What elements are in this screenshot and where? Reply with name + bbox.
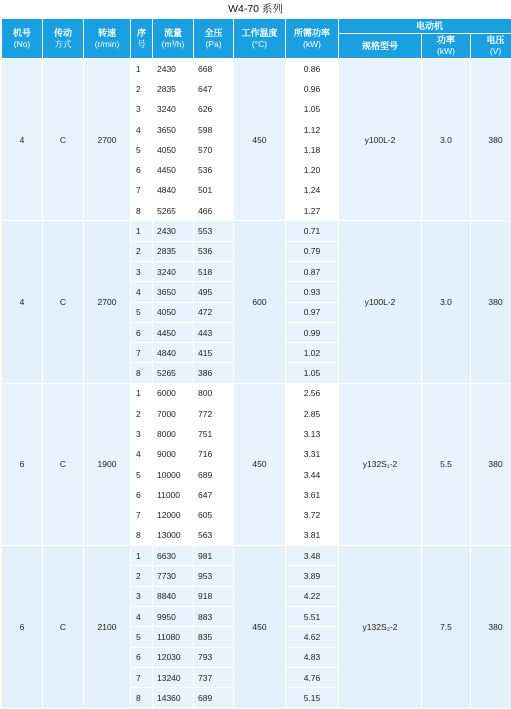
cell-motor-power: 7.5 <box>422 546 471 708</box>
cell-pressure: 689 <box>194 464 234 484</box>
cell-machine: 4 <box>2 221 43 383</box>
cell-pressure: 981 <box>194 546 234 566</box>
cell-pressure: 443 <box>194 322 234 342</box>
cell-pressure: 737 <box>194 667 234 687</box>
cell-power-req: 1.24 <box>286 180 339 200</box>
cell-power-req: 3.89 <box>286 566 339 586</box>
cell-seq: 3 <box>131 424 153 444</box>
cell-flow: 4050 <box>153 302 194 322</box>
cell-pressure: 495 <box>194 282 234 302</box>
cell-flow: 4450 <box>153 322 194 342</box>
cell-power-req: 0.86 <box>286 59 339 79</box>
cell-pressure: 918 <box>194 586 234 606</box>
cell-flow: 13240 <box>153 667 194 687</box>
header-speed: 转速 (r/min) <box>84 19 131 59</box>
cell-seq: 2 <box>131 404 153 424</box>
cell-flow: 14360 <box>153 688 194 708</box>
cell-speed: 2700 <box>84 59 131 221</box>
cell-machine: 4 <box>2 59 43 221</box>
cell-power-req: 2.56 <box>286 383 339 403</box>
cell-power-req: 0.79 <box>286 241 339 261</box>
cell-seq: 1 <box>131 546 153 566</box>
cell-pressure: 415 <box>194 343 234 363</box>
cell-power-req: 0.96 <box>286 79 339 99</box>
header-voltage: 电压 (V) <box>471 34 511 59</box>
cell-power-req: 3.31 <box>286 444 339 464</box>
cell-flow: 2430 <box>153 221 194 241</box>
cell-power-req: 0.71 <box>286 221 339 241</box>
cell-machine: 6 <box>2 383 43 545</box>
cell-speed: 2100 <box>84 546 131 708</box>
cell-pressure: 647 <box>194 485 234 505</box>
cell-flow: 8840 <box>153 586 194 606</box>
cell-pressure: 626 <box>194 99 234 119</box>
cell-pressure: 835 <box>194 627 234 647</box>
table-row <box>2 546 511 566</box>
cell-pressure: 570 <box>194 140 234 160</box>
cell-power-req: 1.02 <box>286 343 339 363</box>
header-pressure: 全压 (Pa) <box>194 19 234 59</box>
cell-seq: 8 <box>131 201 153 221</box>
cell-pressure: 883 <box>194 607 234 627</box>
cell-seq: 3 <box>131 261 153 281</box>
cell-motor-power: 3.0 <box>422 59 471 221</box>
cell-power-req: 2.85 <box>286 404 339 424</box>
cell-flow: 3240 <box>153 99 194 119</box>
cell-seq: 1 <box>131 59 153 79</box>
cell-speed: 2700 <box>84 221 131 383</box>
cell-flow: 2835 <box>153 241 194 261</box>
cell-seq: 2 <box>131 241 153 261</box>
cell-voltage: 380 <box>471 221 511 383</box>
cell-power-req: 1.18 <box>286 140 339 160</box>
cell-flow: 4450 <box>153 160 194 180</box>
cell-seq: 5 <box>131 302 153 322</box>
cell-flow: 12000 <box>153 505 194 525</box>
cell-seq: 6 <box>131 647 153 667</box>
cell-seq: 3 <box>131 586 153 606</box>
cell-drive: C <box>43 383 84 545</box>
cell-seq: 7 <box>131 505 153 525</box>
cell-pressure: 536 <box>194 241 234 261</box>
cell-seq: 6 <box>131 322 153 342</box>
cell-temp: 450 <box>234 59 286 221</box>
cell-seq: 6 <box>131 160 153 180</box>
cell-model: y100L-2 <box>339 59 422 221</box>
cell-temp: 450 <box>234 383 286 545</box>
cell-flow: 11080 <box>153 627 194 647</box>
cell-power-req: 3.13 <box>286 424 339 444</box>
cell-pressure: 772 <box>194 404 234 424</box>
cell-power-req: 3.72 <box>286 505 339 525</box>
cell-seq: 4 <box>131 444 153 464</box>
cell-pressure: 689 <box>194 688 234 708</box>
cell-pressure: 751 <box>194 424 234 444</box>
cell-flow: 10000 <box>153 464 194 484</box>
cell-pressure: 466 <box>194 201 234 221</box>
cell-pressure: 953 <box>194 566 234 586</box>
cell-seq: 4 <box>131 607 153 627</box>
header-motor-power: 功率 (kW) <box>422 34 471 59</box>
cell-power-req: 1.27 <box>286 201 339 221</box>
cell-flow: 3650 <box>153 119 194 139</box>
cell-power-req: 3.44 <box>286 464 339 484</box>
cell-power-req: 1.05 <box>286 363 339 383</box>
cell-drive: C <box>43 546 84 708</box>
cell-flow: 3650 <box>153 282 194 302</box>
cell-motor-power: 5.5 <box>422 383 471 545</box>
cell-voltage: 380 <box>471 383 511 545</box>
cell-flow: 4050 <box>153 140 194 160</box>
cell-flow: 7730 <box>153 566 194 586</box>
cell-power-req: 0.97 <box>286 302 339 322</box>
cell-power-req: 4.76 <box>286 667 339 687</box>
cell-seq: 7 <box>131 343 153 363</box>
header-model: 规格型号 <box>339 34 422 59</box>
header-temp: 工作温度 (°C) <box>234 19 286 59</box>
cell-pressure: 536 <box>194 160 234 180</box>
cell-motor-power: 3.0 <box>422 221 471 383</box>
header-machine: 机号 (No) <box>2 19 43 59</box>
cell-seq: 5 <box>131 140 153 160</box>
cell-pressure: 518 <box>194 261 234 281</box>
cell-flow: 5265 <box>153 201 194 221</box>
cell-model: y132S₂-2 <box>339 546 422 708</box>
cell-seq: 4 <box>131 282 153 302</box>
cell-power-req: 1.20 <box>286 160 339 180</box>
cell-flow: 12030 <box>153 647 194 667</box>
cell-seq: 7 <box>131 180 153 200</box>
cell-power-req: 3.81 <box>286 525 339 545</box>
cell-seq: 4 <box>131 119 153 139</box>
cell-seq: 2 <box>131 566 153 586</box>
cell-drive: C <box>43 59 84 221</box>
cell-seq: 3 <box>131 99 153 119</box>
cell-flow: 13000 <box>153 525 194 545</box>
cell-machine: 6 <box>2 546 43 708</box>
cell-flow: 9950 <box>153 607 194 627</box>
cell-pressure: 386 <box>194 363 234 383</box>
cell-seq: 1 <box>131 221 153 241</box>
cell-speed: 1900 <box>84 383 131 545</box>
fan-spec-table <box>1 18 511 709</box>
cell-power-req: 1.05 <box>286 99 339 119</box>
cell-flow: 6000 <box>153 383 194 403</box>
cell-pressure: 668 <box>194 59 234 79</box>
cell-seq: 5 <box>131 627 153 647</box>
table-row <box>2 59 511 79</box>
header-seq: 序 号 <box>131 19 153 59</box>
cell-pressure: 800 <box>194 383 234 403</box>
cell-seq: 8 <box>131 525 153 545</box>
cell-seq: 2 <box>131 79 153 99</box>
cell-pressure: 605 <box>194 505 234 525</box>
cell-seq: 7 <box>131 667 153 687</box>
cell-flow: 4840 <box>153 180 194 200</box>
cell-seq: 8 <box>131 363 153 383</box>
cell-pressure: 501 <box>194 180 234 200</box>
cell-voltage: 380 <box>471 59 511 221</box>
cell-power-req: 5.51 <box>286 607 339 627</box>
cell-model: y100L-2 <box>339 221 422 383</box>
cell-pressure: 716 <box>194 444 234 464</box>
cell-model: y132S₁-2 <box>339 383 422 545</box>
cell-voltage: 380 <box>471 546 511 708</box>
cell-power-req: 0.99 <box>286 322 339 342</box>
header-flow: 流量 (m³/h) <box>153 19 194 59</box>
cell-power-req: 3.48 <box>286 546 339 566</box>
cell-flow: 4840 <box>153 343 194 363</box>
page-title: W4-70 系列 <box>0 0 511 18</box>
cell-power-req: 4.22 <box>286 586 339 606</box>
cell-power-req: 4.62 <box>286 627 339 647</box>
cell-pressure: 647 <box>194 79 234 99</box>
cell-flow: 9000 <box>153 444 194 464</box>
cell-temp: 600 <box>234 221 286 383</box>
cell-temp: 450 <box>234 546 286 708</box>
cell-power-req: 3.61 <box>286 485 339 505</box>
header-drive: 传动 方式 <box>43 19 84 59</box>
cell-pressure: 598 <box>194 119 234 139</box>
header-power-req: 所需功率 (kW) <box>286 19 339 59</box>
cell-flow: 2835 <box>153 79 194 99</box>
cell-pressure: 563 <box>194 525 234 545</box>
cell-pressure: 472 <box>194 302 234 322</box>
cell-flow: 11000 <box>153 485 194 505</box>
cell-pressure: 553 <box>194 221 234 241</box>
cell-power-req: 1.12 <box>286 119 339 139</box>
cell-seq: 8 <box>131 688 153 708</box>
cell-power-req: 0.93 <box>286 282 339 302</box>
cell-flow: 8000 <box>153 424 194 444</box>
table-row <box>2 383 511 403</box>
cell-flow: 2430 <box>153 59 194 79</box>
cell-seq: 5 <box>131 464 153 484</box>
cell-power-req: 0.87 <box>286 261 339 281</box>
cell-drive: C <box>43 221 84 383</box>
table-row <box>2 221 511 241</box>
cell-flow: 5265 <box>153 363 194 383</box>
cell-seq: 1 <box>131 383 153 403</box>
cell-flow: 3240 <box>153 261 194 281</box>
cell-pressure: 793 <box>194 647 234 667</box>
cell-power-req: 5.15 <box>286 688 339 708</box>
cell-flow: 7000 <box>153 404 194 424</box>
cell-power-req: 4.83 <box>286 647 339 667</box>
cell-seq: 6 <box>131 485 153 505</box>
header-motor: 电动机 <box>339 19 511 34</box>
cell-flow: 6630 <box>153 546 194 566</box>
